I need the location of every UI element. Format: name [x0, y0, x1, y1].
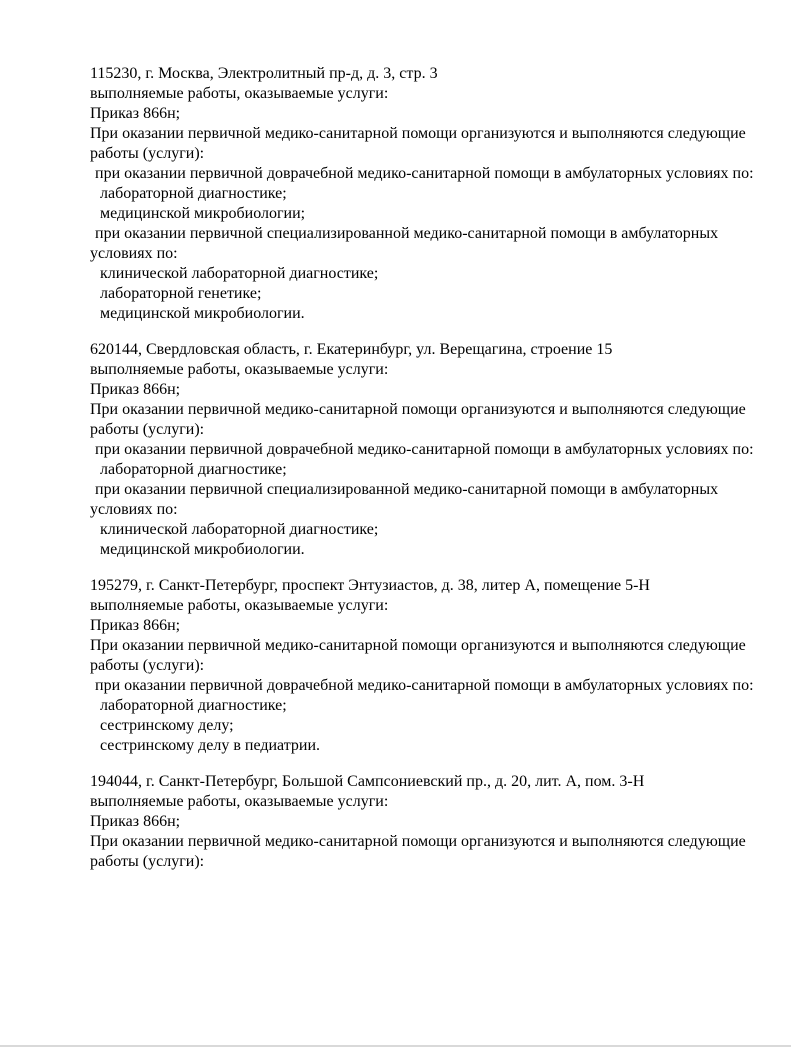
service-item: медицинской микробиологии.: [100, 541, 305, 558]
service-item: сестринскому делу;: [100, 717, 234, 734]
service-item: лабораторной диагностике;: [100, 697, 287, 714]
license-location-block: [90, 64, 758, 324]
service-item: медицинской микробиологии;: [100, 205, 306, 222]
care-type-title: при оказании первичной специализированной медико-санитарной помощи в амбулаторных условиях по:: [90, 225, 723, 262]
works-header: выполняемые работы, оказываемые услуги:: [90, 85, 389, 102]
works-intro: При оказании первичной медико-санитарной помощи организуются и выполняются следующие работы (услуги):: [90, 125, 750, 162]
service-item: лабораторной диагностике;: [100, 185, 287, 202]
service-item: лабораторной генетике;: [100, 285, 262, 302]
order-reference: Приказ 866н;: [90, 617, 181, 634]
care-type-title: при оказании первичной доврачебной медико-санитарной помощи в амбулаторных условиях по:: [95, 441, 754, 458]
works-header: выполняемые работы, оказываемые услуги:: [90, 361, 389, 378]
care-type-title: при оказании первичной доврачебной медико-санитарной помощи в амбулаторных условиях по:: [95, 165, 754, 182]
license-location-block: [90, 576, 758, 756]
care-type-title: при оказании первичной специализированной медико-санитарной помощи в амбулаторных условиях по:: [90, 481, 723, 518]
license-location-block: [90, 772, 758, 872]
works-header: выполняемые работы, оказываемые услуги:: [90, 793, 389, 810]
works-intro: При оказании первичной медико-санитарной помощи организуются и выполняются следующие работы (услуги):: [90, 637, 750, 674]
location-address: 194044, г. Санкт-Петербург, Большой Сампсониевский пр., д. 20, лит. А, пом. 3-Н: [90, 773, 645, 790]
works-intro: При оказании первичной медико-санитарной помощи организуются и выполняются следующие работы (услуги):: [90, 401, 750, 438]
service-item: сестринскому делу в педиатрии.: [100, 737, 321, 754]
license-blocks: [90, 64, 758, 888]
license-location-block: [90, 340, 758, 560]
order-reference: Приказ 866н;: [90, 381, 181, 398]
care-type-title: при оказании первичной доврачебной медико-санитарной помощи в амбулаторных условиях по:: [95, 677, 754, 694]
order-reference: Приказ 866н;: [90, 105, 181, 122]
service-item: лабораторной диагностике;: [100, 461, 287, 478]
location-address: 115230, г. Москва, Электролитный пр-д, д. 3, стр. 3: [90, 65, 438, 82]
works-header: выполняемые работы, оказываемые услуги:: [90, 597, 389, 614]
footer-divider: [0, 1045, 791, 1047]
service-item: клинической лабораторной диагностике;: [100, 265, 379, 282]
location-address: 620144, Свердловская область, г. Екатеринбург, ул. Верещагина, строение 15: [90, 341, 613, 358]
location-address: 195279, г. Санкт-Петербург, проспект Энтузиастов, д. 38, литер А, помещение 5-Н: [90, 577, 650, 594]
service-item: медицинской микробиологии.: [100, 305, 305, 322]
works-intro: При оказании первичной медико-санитарной помощи организуются и выполняются следующие работы (услуги):: [90, 833, 750, 870]
order-reference: Приказ 866н;: [90, 813, 181, 830]
service-item: клинической лабораторной диагностике;: [100, 521, 379, 538]
